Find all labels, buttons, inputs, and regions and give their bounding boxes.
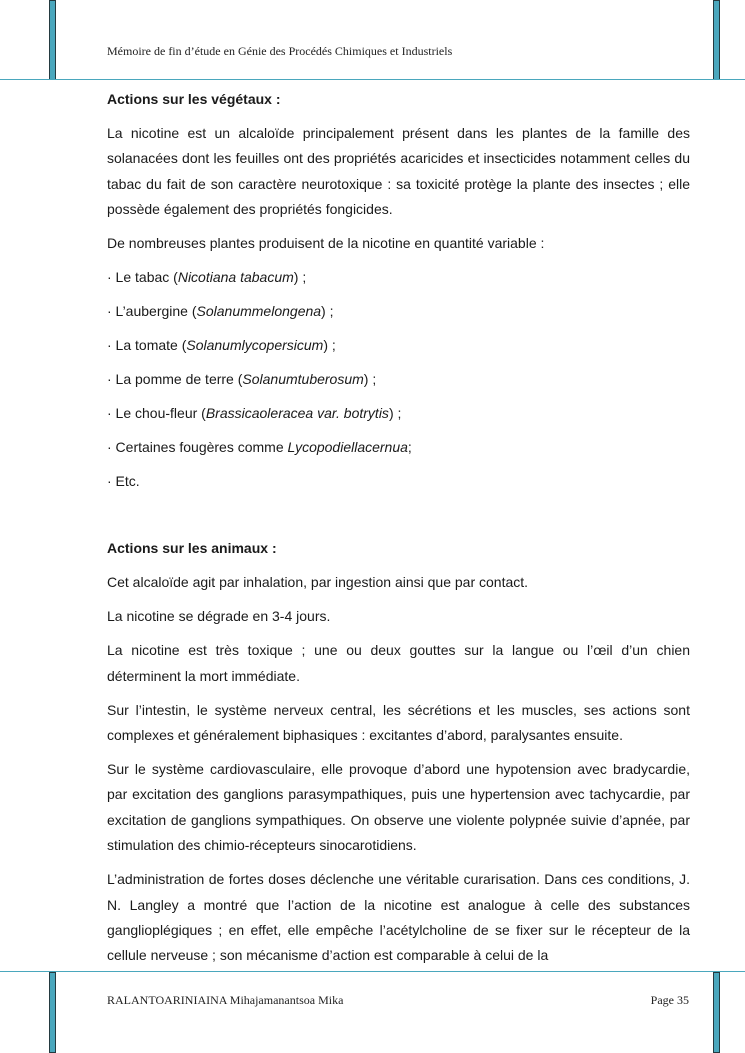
section-spacer	[107, 503, 690, 536]
paragraph: Cet alcaloïde agit par inhalation, par ingestion ainsi que par contact.	[107, 574, 529, 591]
footer-page-number: Page 35	[650, 993, 689, 1007]
paragraph: Sur le système cardiovasculaire, elle provoque d’abord une hypotension avec bradycardie, par excitation des ganglions parasympathiques, puis une hypertension avec tachycardie, par excitation de ganglions sympathiques. On observe une violente polypnée suivie d’apnée, par stimulation des chimio-récepteurs sinocarotidiens.	[107, 761, 690, 854]
list-item: · Etc.	[107, 473, 140, 490]
paragraph: De nombreuses plantes produisent de la nicotine en quantité variable :	[107, 235, 545, 252]
header-rule	[0, 79, 745, 80]
paragraph: La nicotine est un alcaloïde principalement présent dans les plantes de la famille des solanacées dont les feuilles ont des propriétés acaricides et insecticides notamment celles du tabac du fait de son caractère neurotoxique : sa toxicité protège la plante des insectes ; elle possède également des propriétés fongicides.	[107, 125, 690, 218]
footer-author: RALANTOARINIAINA Mihajamanantsoa Mika	[107, 993, 344, 1007]
list-item: · Le chou-fleur (Brassicaoleracea var. botrytis) ;	[107, 405, 402, 422]
header-left-bar	[49, 0, 56, 80]
paragraph: La nicotine se dégrade en 3-4 jours.	[107, 608, 331, 625]
list-item: · La tomate (Solanumlycopersicum) ;	[107, 337, 336, 354]
paragraph: Sur l’intestin, le système nerveux central, les sécrétions et les muscles, ses actions sont complexes et généralement biphasiques : excitantes d’abord, paralysantes ensuite.	[107, 701, 690, 744]
header-title: Mémoire de fin d’étude en Génie des Procédés Chimiques et Industriels	[107, 44, 453, 58]
paragraph: La nicotine est très toxique ; une ou deux gouttes sur la langue ou l’œil d’un chien déterminent la mort immédiate.	[107, 642, 690, 684]
paragraph: L’administration de fortes doses déclenche une véritable curarisation. Dans ces conditions, J. N. Langley a montré que l’action de la nicotine est analogue à celle des substances ganglioplégiques ; en effet, elle empêche l’acétylcholine de se fixer sur le récepteur de la cellule nerveuse ; son mécanisme d’action est comparable à celui de la	[107, 871, 690, 964]
footer-left-bar	[49, 972, 56, 1053]
list-item: · La pomme de terre (Solanumtuberosum) ;	[107, 371, 377, 388]
list-item: · Le tabac (Nicotiana tabacum) ;	[107, 269, 307, 286]
header-right-bar	[713, 0, 720, 80]
section-heading-animaux: Actions sur les animaux :	[107, 540, 277, 557]
list-item: · L’aubergine (Solanummelongena) ;	[107, 303, 334, 320]
footer-right-bar	[713, 972, 720, 1053]
page-body	[107, 87, 690, 977]
section-heading-vegetaux: Actions sur les végétaux :	[107, 91, 281, 107]
list-item: · Certaines fougères comme Lycopodiellacernua;	[107, 439, 412, 456]
